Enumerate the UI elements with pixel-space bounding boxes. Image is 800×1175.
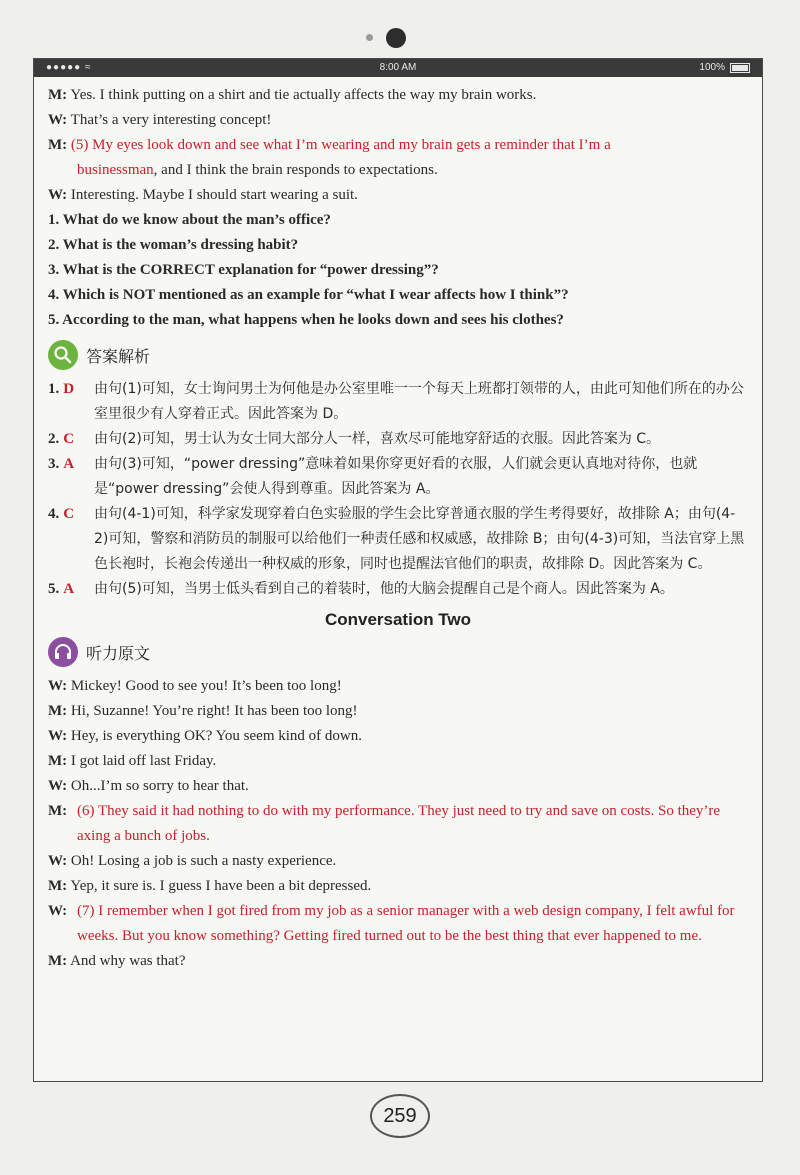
answer-item: 5. A 由句(5)可知，当男士低头看到自己的着装时，他的大脑会提醒自己是个商人。因此答案为 A。 bbox=[48, 581, 674, 597]
dialogue-line: W: Interesting. Maybe I should start wearing a suit. bbox=[48, 187, 358, 203]
dialogue-line: M: Hi, Suzanne! You’re right! It has been too long! bbox=[48, 703, 358, 719]
battery-status bbox=[699, 62, 750, 73]
dialogue-line-highlighted: M: (5) My eyes look down and see what I’m wearing and my brain gets a reminder that I’m a bbox=[48, 137, 611, 153]
question: 5. According to the man, what happens when he looks down and sees his clothes? bbox=[48, 312, 564, 328]
dialogue-line: W: Oh! Losing a job is such a nasty experience. bbox=[48, 853, 337, 869]
answer-item: 2. C 由句(2)可知，男士认为女士同大部分人一样，喜欢尽可能地穿舒适的衣服。因此答案为 C。 bbox=[48, 431, 661, 447]
answer-item: 3. A 由句(3)可知，“power dressing”意味着如果你穿更好看的衣服，人们就会更认真地对待你，也就是“power dressing”会使人得到尊重。因此答案为 A。 bbox=[48, 456, 698, 497]
answer-item: 4. C 由句(4-1)可知，科学家发现穿着白色实验服的学生会比穿普通衣服的学生考得要好，故排除 A；由句(4-2)可知，警察和消防员的制服可以给他们一种责任感和权威感，故排除 B；由句(4-3)可知，当法官穿上黑色长袍时，长袍会传递出一种权威的形象，同时也提醒法官他们的职责，故排除 D。因此答案为 C。 bbox=[48, 506, 745, 572]
small-dot bbox=[366, 34, 373, 41]
dialogue-line: M: Yes. I think putting on a shirt and tie actually affects the way my brain works. bbox=[48, 87, 537, 103]
dialogue-line: W: Hey, is everything OK? You seem kind of down. bbox=[48, 728, 363, 744]
transcript-heading: 听力原文 bbox=[86, 643, 151, 663]
page-content bbox=[34, 77, 762, 974]
answers-heading: 答案解析 bbox=[86, 346, 151, 366]
dialogue-line-highlighted: M: (6) They said it had nothing to do with my performance. They just need to try and save on costs. So they’re axing a bunch of jobs. bbox=[48, 803, 721, 844]
signal-indicator: ●●●●● ≈ bbox=[46, 62, 92, 73]
question: 2. What is the woman’s dressing habit? bbox=[48, 237, 299, 253]
transcript-section-header bbox=[48, 636, 748, 668]
dialogue-line: W: Mickey! Good to see you! It’s been too long! bbox=[48, 678, 342, 694]
headphones-icon bbox=[48, 637, 78, 667]
top-camera-dots bbox=[0, 28, 800, 48]
dialogue-line-continued: businessman, and I think the brain responds to expectations. bbox=[77, 162, 438, 178]
dialogue-line: M: Yep, it sure is. I guess I have been a bit depressed. bbox=[48, 878, 372, 894]
status-time: 8:00 AM bbox=[379, 62, 417, 73]
page-number: 259 bbox=[370, 1094, 430, 1138]
question: 4. Which is NOT mentioned as an example for “what I wear affects how I think”? bbox=[48, 287, 569, 303]
dialogue-line: W: Oh...I’m so sorry to hear that. bbox=[48, 778, 249, 794]
dialogue-line: M: I got laid off last Friday. bbox=[48, 753, 217, 769]
dialogue-line-highlighted: W: (7) I remember when I got fired from my job as a senior manager with a web design company, I felt awful for weeks. But you know something? Getting fired turned out to be the best thing that ever happened to me. bbox=[48, 903, 735, 944]
dialogue-line: W: That’s a very interesting concept! bbox=[48, 112, 272, 128]
battery-icon bbox=[730, 63, 750, 73]
status-bar bbox=[34, 59, 762, 77]
answers-section-header bbox=[48, 339, 748, 371]
conversation-title: Conversation Two bbox=[324, 610, 472, 629]
question: 1. What do we know about the man’s office? bbox=[48, 212, 331, 228]
magnifier-icon bbox=[48, 340, 78, 370]
battery-label: 100% bbox=[699, 62, 725, 73]
answer-item: 1. D 由句(1)可知，女士询问男士为何他是办公室里唯一一个每天上班都打领带的人，由此可知他们所在的办公室里很少有人穿着正式。因此答案为 D。 bbox=[48, 381, 744, 422]
question: 3. What is the CORRECT explanation for “power dressing”? bbox=[48, 262, 439, 278]
camera-dot bbox=[386, 28, 406, 48]
dialogue-line: M: And why was that? bbox=[48, 953, 186, 969]
tablet-frame bbox=[33, 58, 763, 1082]
